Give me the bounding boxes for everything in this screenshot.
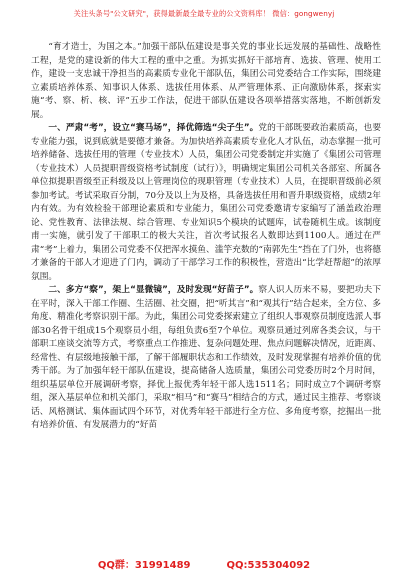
header-promo-note xyxy=(0,9,408,19)
header-wechat-id: gongwenyj xyxy=(294,9,335,18)
section-1-paragraph xyxy=(31,122,381,284)
header-promo-text: 关注头条号"公文研究"，获得最新最全最专业的公文资料库！ 微信： xyxy=(73,9,295,18)
section-2-heading: 二、多方“察”，架上“显微镜”，及时发现“好苗子”。 xyxy=(48,285,259,295)
footer-qq: QQ:535304092 xyxy=(226,560,311,571)
section-2-paragraph xyxy=(31,284,381,433)
footer-qq-group: QQ群：31991489 xyxy=(97,560,191,571)
section-1-heading: 一、严肃“考”，设立“赛马场”，择优筛选“尖子生”。 xyxy=(48,123,259,133)
section-2-body: 察人识人历来不易，要把功夫下在平时，深入干部工作圈、生活圈、社交圈，把“听其言”和“观其行”结合起来，全方位、多角度、精准化考察识别干部。为此，集团公司党委探索建立了组织人事观察员制度选派人事部30名骨干组成15个观察员小组，每组负责6至7个单位。观察员通过列席各类会议，与干部职工座谈交流等方式，考察重点工作推进、复杂问题处理、焦点问题解决情况，近距离、经常性、有层级地接触干部，了解干部履职状态和工作绩效，及时发现掌握有培养价值的优秀干部。为了加强年轻干部队伍建设，提高储备人选质量，集团公司党委历时2个月时间，组织基层单位开展调研考察，择优上报优秀年轻干部人选1511名；同时成立7个调研考察组，深入基层单位和机关部门，采取“相马”和“赛马”相结合的方式，通过民主推荐、考察谈话、风格测试、集体面试四个环节，对优秀年轻干部进行全方位、多角度考察，挖掘出一批有培养价值、有发展潜力的“好苗 xyxy=(31,285,382,430)
intro-paragraph: “育才造士，为国之本。”加强干部队伍建设是事关党的事业长远发展的基础性、战略性工程，是党的建设新的伟大工程的重中之重。为抓实抓好干部培育、选拔、管理、使用工作，建设一支忠诚干净担当的高素质专业化干部队伍，集团公司党委结合工作实际，围绕建立素质培养体系、知事识人体系、选拔任用体系、从严管理体系、正向激励体系，探索实施“考、察、析、核、评”五步工作法，促进干部队伍建设各项举措落实落地，不断创新发展。 xyxy=(31,42,381,120)
document-body xyxy=(31,41,381,433)
section-1-body: 党的干部既要政治素质高，也要专业能力强，说到底就是要德才兼备。为加快培养高素质专业化人才队伍，动态掌握一批可培养储备、选拔任用的管理（专业技术）人员，集团公司党委制定并实施了《集团公司管理（专业技术）人员提职晋级资格考试制度（试行）》，明确规定集团公司机关各部室、所属各单位拟提职晋级至正科级及以上管理岗位的现职管理（专业技术）人员，在提职晋级前必须参加考试。考试采取百分制，70分及以上为及格，具备选拔任用和晋升职级资格，成绩2年内有效。为有效检验干部理论素质和专业能力，集团公司党委邀请专家编写了涵盖政治理论、党性教育、法律法规、综合管理、专业知识5个模块的试题库，试卷随机生成。该制度甫一实施，就引发了干部职工的极大关注，首次考试报名人数即达到1100人。通过在严肃“考”上着力，集团公司党委不仅把浑水摸鱼、滥竽充数的“南郭先生”挡在了门外，也将德才兼备的干部人才迎进了门内，调动了干部学习工作的积极性，营造出“比学赶帮超”的浓厚氛围。 xyxy=(31,123,382,282)
footer-contact xyxy=(0,556,408,571)
